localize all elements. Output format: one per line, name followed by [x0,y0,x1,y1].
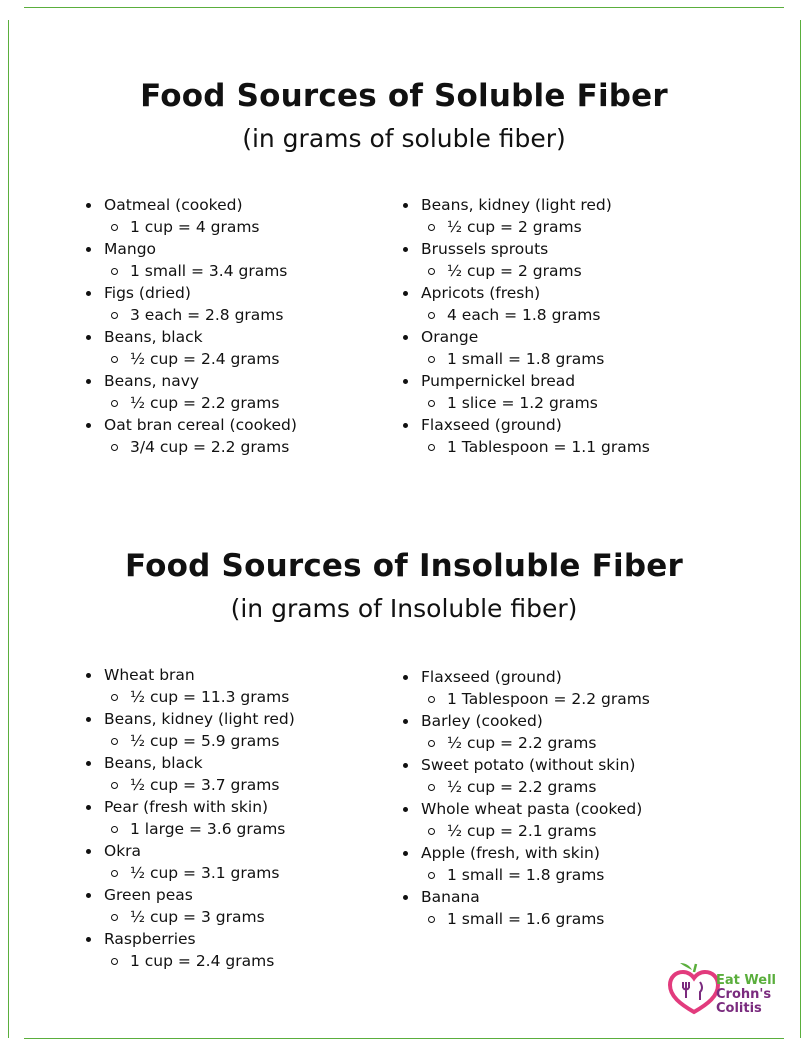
list-subitem: ½ cup = 3.1 grams [86,862,295,884]
list-subitem: 1 cup = 4 grams [86,216,297,238]
list-subitem: 1 small = 1.8 grams [403,864,650,886]
logo-text [716,974,776,1016]
list-item: Pumpernickel bread [403,370,650,392]
list-subitem: 1 Tablespoon = 2.2 grams [403,688,650,710]
list-item: Beans, black [86,752,295,774]
list-item: Raspberries [86,928,295,950]
list-item: Figs (dried) [86,282,297,304]
right-border [800,20,801,1038]
list-subitem: ½ cup = 5.9 grams [86,730,295,752]
list-item: Oatmeal (cooked) [86,194,297,216]
logo-line-2: Crohn's [716,987,772,1002]
list-item: Pear (fresh with skin) [86,796,295,818]
eat-well-logo [666,960,786,1020]
list-subitem: ½ cup = 3.7 grams [86,774,295,796]
soluble-list-right [403,194,650,458]
list-item: Beans, kidney (light red) [86,708,295,730]
list-subitem: 4 each = 1.8 grams [403,304,650,326]
list-item: Beans, navy [86,370,297,392]
list-item: Wheat bran [86,664,295,686]
logo-line-1: Eat Well [716,973,776,988]
insoluble-title: Food Sources of Insoluble Fiber [125,548,683,584]
list-subitem: 3 each = 2.8 grams [86,304,297,326]
list-subitem: ½ cup = 2 grams [403,216,650,238]
list-item: Mango [86,238,297,260]
soluble-list-left [86,194,297,458]
list-subitem: ½ cup = 11.3 grams [86,686,295,708]
list-item: Banana [403,886,650,908]
bottom-border [24,1038,784,1039]
list-subitem: 1 cup = 2.4 grams [86,950,295,972]
list-item: Apricots (fresh) [403,282,650,304]
insoluble-subtitle: (in grams of Insoluble fiber) [230,594,578,623]
list-item: Beans, black [86,326,297,348]
list-item: Sweet potato (without skin) [403,754,650,776]
list-item: Brussels sprouts [403,238,650,260]
list-subitem: ½ cup = 2.2 grams [403,776,650,798]
list-item: Flaxseed (ground) [403,414,650,436]
list-item: Oat bran cereal (cooked) [86,414,297,436]
list-subitem: 1 small = 1.6 grams [403,908,650,930]
list-subitem: ½ cup = 2.2 grams [86,392,297,414]
list-item: Beans, kidney (light red) [403,194,650,216]
list-subitem: 1 small = 1.8 grams [403,348,650,370]
list-subitem: ½ cup = 2 grams [403,260,650,282]
insoluble-list-left [86,664,295,972]
logo-line-3: Colitis [716,1001,762,1016]
soluble-title: Food Sources of Soluble Fiber [140,78,668,114]
apple-heart-icon [666,960,722,1020]
list-subitem: ½ cup = 2.4 grams [86,348,297,370]
list-item: Orange [403,326,650,348]
list-subitem: ½ cup = 2.2 grams [403,732,650,754]
list-item: Barley (cooked) [403,710,650,732]
list-item: Flaxseed (ground) [403,666,650,688]
left-border [8,20,9,1038]
list-item: Apple (fresh, with skin) [403,842,650,864]
list-subitem: 3/4 cup = 2.2 grams [86,436,297,458]
top-border [24,7,784,8]
list-subitem: 1 large = 3.6 grams [86,818,295,840]
list-subitem: 1 small = 3.4 grams [86,260,297,282]
list-subitem: 1 slice = 1.2 grams [403,392,650,414]
list-item: Green peas [86,884,295,906]
soluble-subtitle: (in grams of soluble fiber) [242,124,566,153]
list-item: Okra [86,840,295,862]
insoluble-list-right [403,666,650,930]
list-subitem: 1 Tablespoon = 1.1 grams [403,436,650,458]
list-subitem: ½ cup = 2.1 grams [403,820,650,842]
list-item: Whole wheat pasta (cooked) [403,798,650,820]
list-subitem: ½ cup = 3 grams [86,906,295,928]
